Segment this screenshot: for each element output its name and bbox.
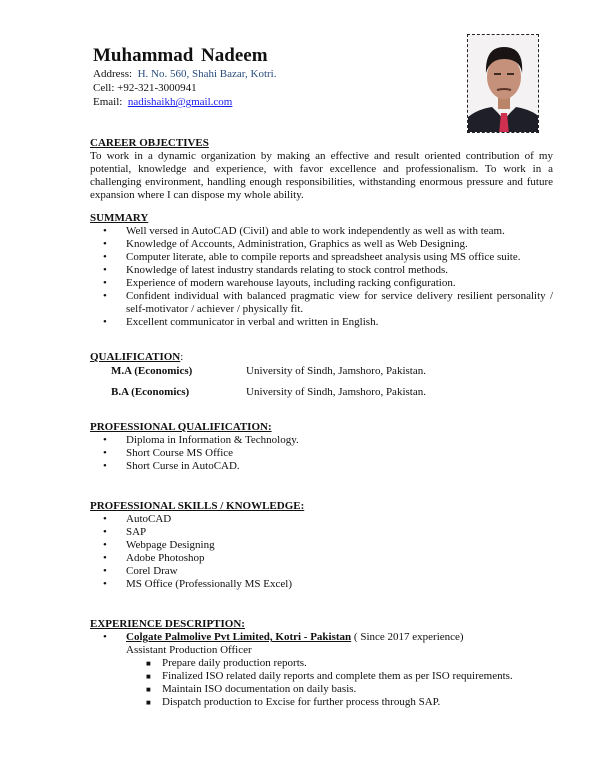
list-item xyxy=(90,552,553,565)
experience-list xyxy=(90,631,553,657)
item-text: Dispatch production to Excise for further process through SAP. xyxy=(162,696,441,708)
professional-qualification-section xyxy=(90,421,553,473)
item-text: Knowledge of Accounts, Administration, Graphics as well as Web Designing. xyxy=(126,238,468,250)
item-text: Short Curse in AutoCAD. xyxy=(126,460,240,472)
career-objectives-text: To work in a dynamic organization by making an effective and result oriented contribution of my potential, knowledge and experience, with favor excellence and professionalism. To work in a challenging environment, handling enough responsibilities, withstanding enormous pressure and future expansion where I can dispose my whole ability. xyxy=(90,150,553,201)
bullet-icon: • xyxy=(103,513,107,525)
candidate-name: Muhammad Nadeem xyxy=(93,45,268,66)
list-item xyxy=(90,316,553,329)
bullet-icon: • xyxy=(103,539,107,551)
bullet-icon: • xyxy=(103,526,107,538)
cell-label: Cell: xyxy=(93,82,115,94)
email-label: Email: xyxy=(93,96,123,108)
item-text: Excellent communicator in verbal and written in English. xyxy=(126,316,379,328)
item-text: Well versed in AutoCAD (Civil) and able to work independently as well as with team. xyxy=(126,225,505,237)
list-item xyxy=(90,434,553,447)
item-text: MS Office (Professionally MS Excel) xyxy=(126,578,292,590)
job-role: Assistant Production Officer xyxy=(126,644,252,656)
bullet-icon: • xyxy=(103,434,107,446)
item-text: Computer literate, able to compile reports and spreadsheet analysis using MS office suite. xyxy=(126,251,521,263)
qualification-heading: QUALIFICATION xyxy=(90,351,181,363)
experience-section xyxy=(90,618,553,709)
bullet-icon: • xyxy=(103,225,107,237)
experience-item xyxy=(90,631,553,657)
item-text: Webpage Designing xyxy=(126,539,215,551)
address-value: H. No. 560, Shahi Bazar, Kotri. xyxy=(137,68,277,80)
list-item xyxy=(90,225,553,238)
institute: University of Sindh, Jamshoro, Pakistan. xyxy=(246,365,426,377)
profile-photo xyxy=(467,34,539,133)
bullet-icon: • xyxy=(103,552,107,564)
item-text: Adobe Photoshop xyxy=(126,552,205,564)
summary-list xyxy=(90,225,553,329)
list-item xyxy=(90,683,553,696)
duties-list xyxy=(90,657,553,709)
summary-section xyxy=(90,212,553,329)
skills-section xyxy=(90,500,553,591)
list-item xyxy=(90,565,553,578)
professional-qualification-list xyxy=(90,434,553,473)
square-bullet-icon: ■ xyxy=(146,672,151,681)
degree: M.A (Economics) xyxy=(111,365,193,377)
experience-period: ( Since 2017 experience) xyxy=(351,631,464,643)
item-text: Confident individual with balanced pragmatic view for service delivery resilient personality / self-motivator / achiever / physically fit. xyxy=(126,290,553,315)
qualification-row xyxy=(90,386,553,399)
bullet-icon: • xyxy=(103,316,107,328)
summary-heading: SUMMARY xyxy=(90,212,149,224)
qualification-row xyxy=(90,365,553,378)
list-item xyxy=(90,696,553,709)
item-text: AutoCAD xyxy=(126,513,172,525)
list-item xyxy=(90,251,553,264)
square-bullet-icon: ■ xyxy=(146,698,151,707)
list-item xyxy=(90,657,553,670)
career-objectives-section xyxy=(90,137,553,202)
list-item xyxy=(90,670,553,683)
email-link[interactable]: nadishaikh@gmail.com xyxy=(127,96,233,108)
bullet-icon: • xyxy=(103,460,107,472)
address-line xyxy=(93,67,276,81)
career-objectives-heading: CAREER OBJECTIVES xyxy=(90,137,209,149)
skills-list xyxy=(90,513,553,591)
square-bullet-icon: ■ xyxy=(146,685,151,694)
list-item xyxy=(90,578,553,591)
address-label: Address: xyxy=(93,68,133,80)
bullet-icon: • xyxy=(103,290,107,302)
item-text: Knowledge of latest industry standards relating to stock control methods. xyxy=(126,264,448,276)
bullet-icon: • xyxy=(103,578,107,590)
list-item xyxy=(90,539,553,552)
bullet-icon: • xyxy=(103,447,107,459)
institute: University of Sindh, Jamshoro, Pakistan. xyxy=(246,386,426,398)
item-text: Diploma in Information & Technology. xyxy=(126,434,299,446)
list-item xyxy=(90,238,553,251)
list-item xyxy=(90,460,553,473)
item-text: Maintain ISO documentation on daily basis. xyxy=(162,683,357,695)
bullet-icon: • xyxy=(103,631,107,643)
bullet-icon: • xyxy=(103,238,107,250)
item-text: Prepare daily production reports. xyxy=(162,657,307,669)
list-item xyxy=(90,264,553,277)
company-name: Colgate Palmolive Pvt Limited, Kotri - Pakistan xyxy=(126,631,352,643)
degree: B.A (Economics) xyxy=(111,386,190,398)
cell-line xyxy=(93,81,197,95)
cell-value: +92-321-3000941 xyxy=(117,82,197,94)
bullet-icon: • xyxy=(103,565,107,577)
item-text: Corel Draw xyxy=(126,565,178,577)
item-text: Short Course MS Office xyxy=(126,447,234,459)
square-bullet-icon: ■ xyxy=(146,659,151,668)
item-text: Experience of modern warehouse layouts, including racking configuration. xyxy=(126,277,456,289)
heading-colon: : xyxy=(180,351,184,363)
professional-qualification-heading: PROFESSIONAL QUALIFICATION: xyxy=(90,421,272,433)
bullet-icon: • xyxy=(103,277,107,289)
qualification-section xyxy=(90,351,553,399)
list-item xyxy=(90,447,553,460)
list-item xyxy=(90,526,553,539)
list-item xyxy=(90,513,553,526)
item-text: Finalized ISO related daily reports and complete them as per ISO requirements. xyxy=(162,670,513,682)
bullet-icon: • xyxy=(103,264,107,276)
experience-heading: EXPERIENCE DESCRIPTION: xyxy=(90,618,245,630)
bullet-icon: • xyxy=(103,251,107,263)
item-text: SAP xyxy=(126,526,147,538)
skills-heading: PROFESSIONAL SKILLS / KNOWLEDGE: xyxy=(90,500,305,512)
email-line xyxy=(93,95,232,109)
list-item xyxy=(90,290,553,316)
list-item xyxy=(90,277,553,290)
